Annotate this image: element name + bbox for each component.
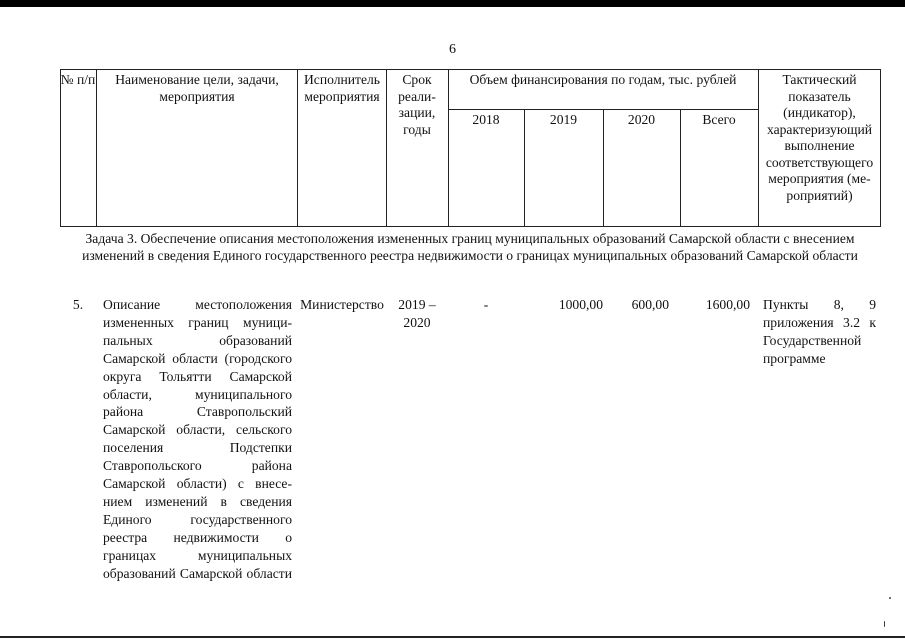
header-indicator: Тактический показатель (индикатор), характеризующий выполнение соответствующего мероприятия (мероприятий)	[765, 72, 874, 203]
row-value-2020: 600,00	[631, 297, 669, 312]
row-value-2018: -	[483, 297, 489, 312]
header-year-2019: 2019	[549, 112, 578, 127]
row-value-total: 1600,00	[705, 297, 750, 312]
page-number: 6	[449, 42, 456, 57]
header-year-2018: 2018	[472, 112, 500, 127]
bottom-border	[0, 636, 905, 638]
row-description: Описание местоположения измененных границ муниципальных образований Самарской области (городского округа Тольятти Самарской области, муниципального района Ставропольский Самарской области, сельского поселения Подстепки Ставропольского района Самарской области) с внесением изменений в сведения Единого государственного реестра недвижимости о границах муниципальных образований Самарской области	[103, 297, 292, 581]
scan-speck	[889, 597, 891, 599]
header-year-2020: 2020	[627, 112, 656, 127]
row-value-2019: 1000,00	[558, 297, 603, 312]
header-financing: Объем финансирования по годам, тыс. рублей	[469, 72, 737, 87]
header-num: № п/п	[60, 72, 96, 87]
header-executor: Исполнитель мероприятия	[303, 72, 381, 104]
row-executor: Министерство	[300, 297, 384, 312]
header-term: Срок реализации, годы	[398, 72, 436, 137]
row-term: 2019 – 2020	[398, 297, 436, 330]
top-border	[0, 0, 905, 7]
row-num: 5.	[72, 297, 84, 312]
scan-speck	[884, 621, 885, 627]
header-total: Всего	[702, 112, 736, 127]
task-title: Задача 3. Обеспечение описания местоположения измененных границ муниципальных образований Самарской области с внесением изменений в сведения Единого государственного реестра недвижимости о границах муниципальных образований Самарской области	[82, 231, 858, 263]
header-name: Наименование цели, задачи, мероприятия	[115, 72, 279, 104]
row-indicator: Пункты 8, 9 приложения 3.2 к Государственной программе	[763, 297, 876, 366]
